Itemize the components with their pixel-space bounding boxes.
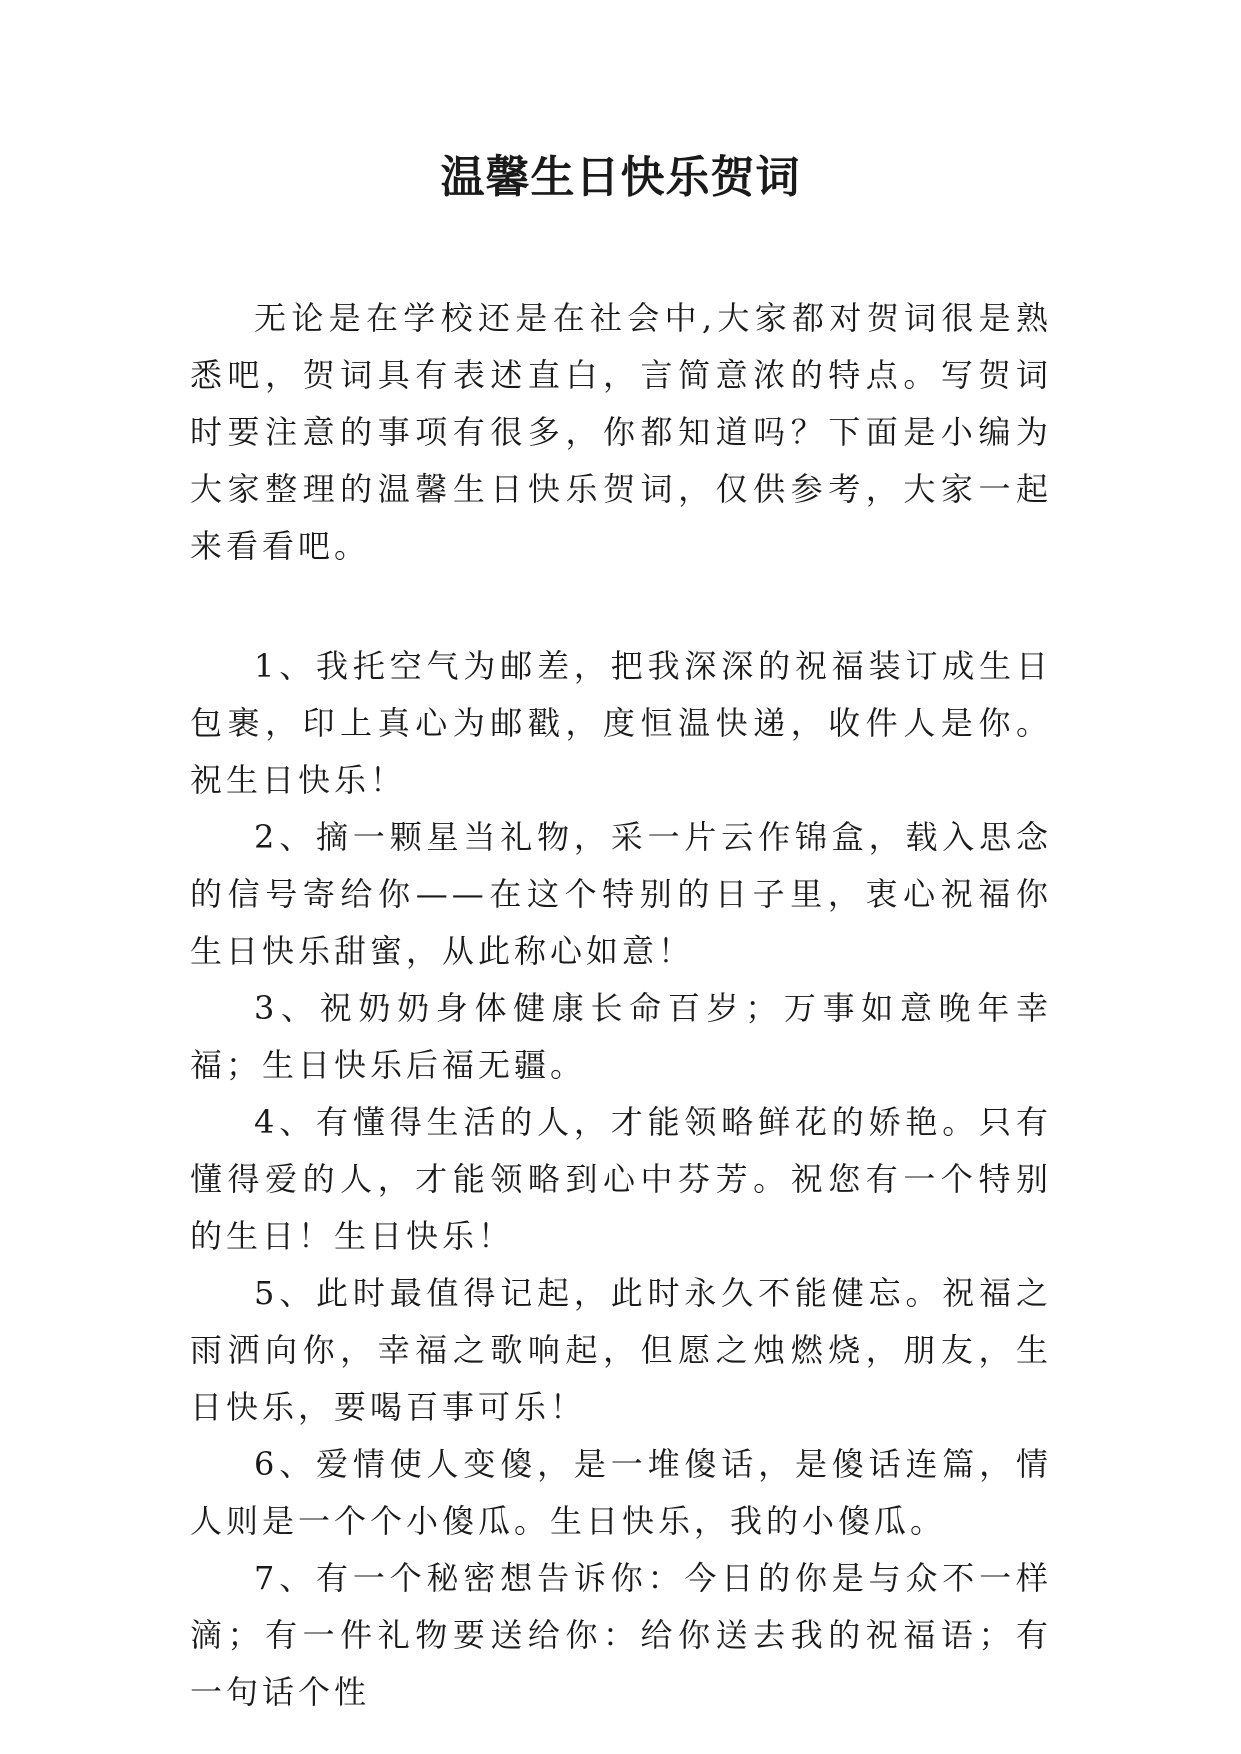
document-body: [190, 290, 1052, 1721]
wish-item-6: 6、爱情使人变傻，是一堆傻话，是傻话连篇，情人则是一个个小傻瓜。生日快乐，我的小傻瓜。: [190, 1445, 1052, 1540]
wish-item-5: 5、此时最值得记起，此时永久不能健忘。祝福之雨洒向你，幸福之歌响起，但愿之烛燃烧，朋友，生日快乐，要喝百事可乐！: [190, 1274, 1052, 1426]
wish-item-7: 7、有一个秘密想告诉你：今日的你是与众不一样滴；有一件礼物要送给你：给你送去我的祝福语；有一句话个性: [190, 1559, 1052, 1711]
document-title: 温馨生日快乐贺词: [440, 152, 801, 203]
intro-paragraph: 无论是在学校还是在社会中,大家都对贺词很是熟悉吧，贺词具有表述直白，言简意浓的特点。写贺词时要注意的事项有很多，你都知道吗？下面是小编为大家整理的温馨生日快乐贺词，仅供参考，大家一起来看看吧。: [190, 299, 1052, 565]
wish-item-3: 3、祝奶奶身体健康长命百岁；万事如意晚年幸福；生日快乐后福无疆。: [190, 989, 1052, 1084]
wish-item-4: 4、有懂得生活的人，才能领略鲜花的娇艳。只有懂得爱的人，才能领略到心中芬芳。祝您有一个特别的生日！生日快乐！: [190, 1103, 1052, 1255]
wish-item-2: 2、摘一颗星当礼物，采一片云作锦盒，载入思念的信号寄给你——在这个特别的日子里，衷心祝福你生日快乐甜蜜，从此称心如意！: [190, 818, 1052, 970]
wish-item-1: 1、我托空气为邮差，把我深深的祝福装订成生日包裹，印上真心为邮戳，度恒温快递，收件人是你。祝生日快乐！: [190, 647, 1052, 799]
